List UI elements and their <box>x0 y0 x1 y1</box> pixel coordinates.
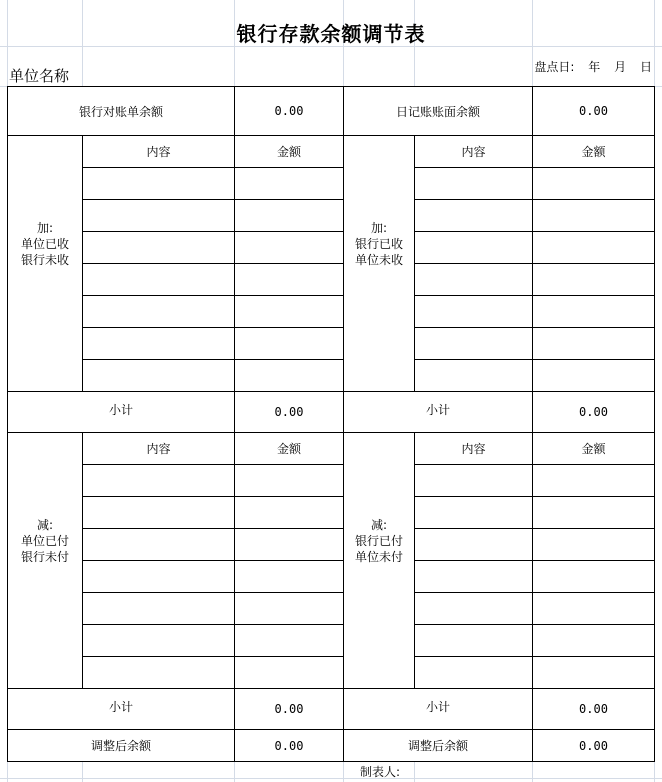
add-left-amount-cell[interactable] <box>235 200 344 232</box>
add-left-amount-cell[interactable] <box>235 232 344 264</box>
add-right-content-cell[interactable] <box>415 296 533 328</box>
add-left-label: 加: 单位已收 银行未收 <box>8 136 83 392</box>
add-left-content-cell[interactable] <box>83 264 235 296</box>
date-day[interactable]: 日 <box>639 60 652 74</box>
subtract-left-content-cell[interactable] <box>83 561 235 593</box>
add-right-amount-cell[interactable] <box>533 296 655 328</box>
add-right-content-cell[interactable] <box>415 168 533 200</box>
subtract-right-content-cell[interactable] <box>415 657 533 689</box>
add-right-label: 加: 银行已收 单位未收 <box>344 136 415 392</box>
add-right-content-cell[interactable] <box>415 232 533 264</box>
date-year[interactable]: 年 <box>588 60 601 74</box>
check-date <box>524 58 652 75</box>
add-right-subtotal-label: 小计 <box>344 392 533 433</box>
subtract-left-content-cell[interactable] <box>83 465 235 497</box>
unit-name-label[interactable]: 单位名称 <box>9 67 70 85</box>
add-right-amount-cell[interactable] <box>533 264 655 296</box>
add-right-amount-cell[interactable] <box>533 328 655 360</box>
amount-header: 金额 <box>235 136 344 168</box>
add-right-content-cell[interactable] <box>415 360 533 392</box>
subtract-right-amount-cell[interactable] <box>533 593 655 625</box>
adjusted-right-label: 调整后余额 <box>344 730 533 762</box>
add-right-content-cell[interactable] <box>415 264 533 296</box>
subtract-left-subtotal-label: 小计 <box>8 689 235 730</box>
subtract-left-amount-cell[interactable] <box>235 465 344 497</box>
subtract-right-content-cell[interactable] <box>415 625 533 657</box>
add-left-amount-cell[interactable] <box>235 264 344 296</box>
subtract-left-amount-cell[interactable] <box>235 529 344 561</box>
content-header: 内容 <box>415 136 533 168</box>
bank-statement-balance-value[interactable]: 0.00 <box>235 87 344 136</box>
adjusted-left-value[interactable]: 0.00 <box>235 730 344 762</box>
amount-header: 金额 <box>533 136 655 168</box>
add-right-content-cell[interactable] <box>415 200 533 232</box>
journal-balance-value[interactable]: 0.00 <box>533 87 655 136</box>
subtract-left-amount-cell[interactable] <box>235 561 344 593</box>
add-left-amount-cell[interactable] <box>235 168 344 200</box>
subtract-left-content-cell[interactable] <box>83 529 235 561</box>
subtract-right-amount-cell[interactable] <box>533 657 655 689</box>
add-right-content-cell[interactable] <box>415 328 533 360</box>
grid-line <box>0 778 662 779</box>
add-left-content-cell[interactable] <box>83 328 235 360</box>
add-left-content-cell[interactable] <box>83 232 235 264</box>
content-header: 内容 <box>415 433 533 465</box>
reconciliation-table <box>7 86 655 762</box>
add-left-amount-cell[interactable] <box>235 328 344 360</box>
adjusted-right-value[interactable]: 0.00 <box>533 730 655 762</box>
add-left-subtotal-label: 小计 <box>8 392 235 433</box>
maker-label: 制表人: <box>360 765 401 779</box>
adjusted-left-label: 调整后余额 <box>8 730 235 762</box>
add-left-content-cell[interactable] <box>83 296 235 328</box>
date-month[interactable]: 月 <box>614 60 627 74</box>
amount-header: 金额 <box>235 433 344 465</box>
add-right-amount-cell[interactable] <box>533 360 655 392</box>
add-right-subtotal-value[interactable]: 0.00 <box>533 392 655 433</box>
subtract-left-label: 减: 单位已付 银行未付 <box>8 433 83 689</box>
bank-statement-balance-label: 银行对账单余额 <box>8 87 235 136</box>
subtract-left-subtotal-value[interactable]: 0.00 <box>235 689 344 730</box>
subtract-right-content-cell[interactable] <box>415 465 533 497</box>
subtract-right-subtotal-value[interactable]: 0.00 <box>533 689 655 730</box>
subtract-right-amount-cell[interactable] <box>533 561 655 593</box>
subtract-left-content-cell[interactable] <box>83 657 235 689</box>
add-right-amount-cell[interactable] <box>533 168 655 200</box>
content-header: 内容 <box>83 433 235 465</box>
subtract-right-amount-cell[interactable] <box>533 625 655 657</box>
subtract-left-content-cell[interactable] <box>83 593 235 625</box>
subtract-right-amount-cell[interactable] <box>533 465 655 497</box>
add-left-subtotal-value[interactable]: 0.00 <box>235 392 344 433</box>
add-left-content-cell[interactable] <box>83 168 235 200</box>
page-title: 银行存款余额调节表 <box>236 22 426 46</box>
subtract-left-content-cell[interactable] <box>83 497 235 529</box>
subtract-right-content-cell[interactable] <box>415 593 533 625</box>
subtract-right-subtotal-label: 小计 <box>344 689 533 730</box>
subtract-right-content-cell[interactable] <box>415 561 533 593</box>
subtract-left-amount-cell[interactable] <box>235 657 344 689</box>
date-label: 盘点日: <box>534 60 575 74</box>
add-right-amount-cell[interactable] <box>533 200 655 232</box>
subtract-left-content-cell[interactable] <box>83 625 235 657</box>
subtract-right-content-cell[interactable] <box>415 529 533 561</box>
journal-balance-label: 日记账账面余额 <box>344 87 533 136</box>
subtract-right-amount-cell[interactable] <box>533 529 655 561</box>
amount-header: 金额 <box>533 433 655 465</box>
add-left-amount-cell[interactable] <box>235 296 344 328</box>
content-header: 内容 <box>83 136 235 168</box>
add-left-content-cell[interactable] <box>83 200 235 232</box>
subtract-left-amount-cell[interactable] <box>235 625 344 657</box>
add-left-amount-cell[interactable] <box>235 360 344 392</box>
subtract-right-label: 减: 银行已付 单位未付 <box>344 433 415 689</box>
add-left-content-cell[interactable] <box>83 360 235 392</box>
subtract-right-amount-cell[interactable] <box>533 497 655 529</box>
add-right-amount-cell[interactable] <box>533 232 655 264</box>
subtract-left-amount-cell[interactable] <box>235 593 344 625</box>
subtract-left-amount-cell[interactable] <box>235 497 344 529</box>
subtract-right-content-cell[interactable] <box>415 497 533 529</box>
